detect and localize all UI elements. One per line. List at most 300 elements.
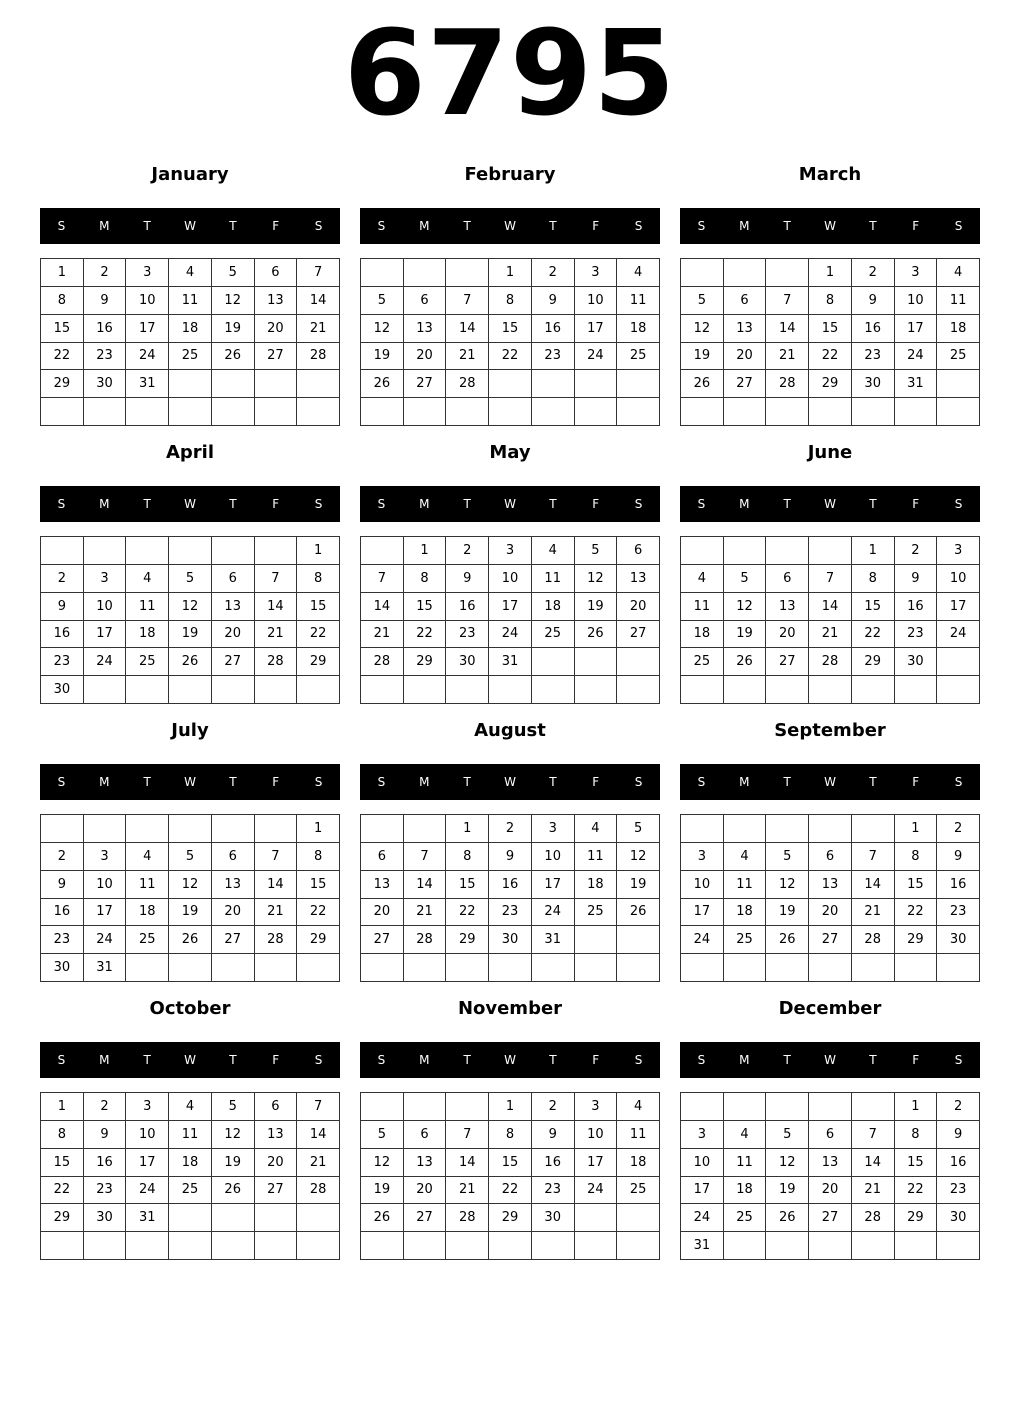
day-cell: 18 <box>575 871 618 899</box>
month-name: November <box>457 998 563 1019</box>
day-cell: 13 <box>617 565 660 593</box>
day-cell: 13 <box>766 593 809 621</box>
day-cell: 25 <box>532 621 575 649</box>
day-cell: 28 <box>809 648 852 676</box>
empty-day-cell <box>84 676 127 704</box>
empty-day-cell <box>489 398 532 426</box>
day-cell: 21 <box>361 621 404 649</box>
empty-day-cell <box>766 1093 809 1121</box>
empty-day-cell <box>41 398 84 426</box>
month-name: July <box>171 720 209 741</box>
day-cell: 3 <box>126 259 169 287</box>
day-cell: 31 <box>126 370 169 398</box>
day-cell: 27 <box>766 648 809 676</box>
empty-day-cell <box>169 398 212 426</box>
day-cell: 16 <box>852 315 895 343</box>
empty-day-cell <box>852 1093 895 1121</box>
day-cell: 14 <box>809 593 852 621</box>
weekday-label: T <box>229 1053 237 1067</box>
empty-day-cell <box>126 398 169 426</box>
day-cell: 8 <box>489 287 532 315</box>
day-cell: 17 <box>575 315 618 343</box>
empty-day-cell <box>724 676 767 704</box>
empty-day-cell <box>681 954 724 982</box>
weekday-label: T <box>463 1053 471 1067</box>
empty-day-cell <box>724 1232 767 1260</box>
empty-day-cell <box>297 676 340 704</box>
day-cell: 28 <box>255 926 298 954</box>
month-name: February <box>464 164 556 185</box>
day-cell: 24 <box>84 648 127 676</box>
weekday-label: S <box>954 775 963 789</box>
weekday-label: T <box>229 219 237 233</box>
day-cell: 18 <box>724 899 767 927</box>
weekday-label: M <box>419 497 430 511</box>
weekday-label: M <box>99 219 110 233</box>
day-cell: 29 <box>446 926 489 954</box>
day-cell: 8 <box>809 287 852 315</box>
day-cell: 25 <box>126 648 169 676</box>
weekday-header <box>360 1042 660 1078</box>
day-cell: 10 <box>489 565 532 593</box>
day-cell: 10 <box>681 1149 724 1177</box>
month-name: January <box>151 164 229 185</box>
day-cell: 27 <box>617 621 660 649</box>
day-cell: 20 <box>809 1177 852 1205</box>
weekday-header <box>40 764 340 800</box>
day-cell: 16 <box>84 315 127 343</box>
empty-day-cell <box>446 1232 489 1260</box>
day-cell: 24 <box>895 343 938 371</box>
day-cell: 22 <box>809 343 852 371</box>
day-cell: 27 <box>809 1204 852 1232</box>
day-cell: 1 <box>297 537 340 565</box>
day-cell: 6 <box>255 1093 298 1121</box>
day-cell: 28 <box>446 1204 489 1232</box>
day-cell: 18 <box>126 899 169 927</box>
weekday-label: S <box>314 219 323 233</box>
empty-day-cell <box>809 537 852 565</box>
day-cell: 12 <box>361 1149 404 1177</box>
empty-day-cell <box>297 1204 340 1232</box>
empty-day-cell <box>169 537 212 565</box>
day-cell: 12 <box>169 593 212 621</box>
day-cell: 8 <box>404 565 447 593</box>
day-cell: 12 <box>681 315 724 343</box>
weekday-label: F <box>912 1053 920 1067</box>
day-cell: 30 <box>446 648 489 676</box>
day-cell: 2 <box>937 815 980 843</box>
weekday-label: M <box>99 775 110 789</box>
day-cell: 9 <box>937 1121 980 1149</box>
day-cell: 27 <box>212 648 255 676</box>
day-cell: 2 <box>84 1093 127 1121</box>
day-cell: 30 <box>41 954 84 982</box>
day-cell: 25 <box>169 343 212 371</box>
day-cell: 9 <box>532 287 575 315</box>
day-cell: 19 <box>724 621 767 649</box>
day-cell: 19 <box>361 343 404 371</box>
day-cell: 19 <box>212 1149 255 1177</box>
day-cell: 12 <box>575 565 618 593</box>
day-cell: 17 <box>895 315 938 343</box>
day-cell: 14 <box>852 1149 895 1177</box>
day-cell: 6 <box>212 843 255 871</box>
day-grid <box>680 814 980 982</box>
day-cell: 3 <box>575 1093 618 1121</box>
empty-day-cell <box>404 1093 447 1121</box>
day-cell: 10 <box>84 871 127 899</box>
weekday-label: W <box>184 1053 196 1067</box>
weekday-label: T <box>869 1053 877 1067</box>
day-cell: 5 <box>575 537 618 565</box>
day-cell: 5 <box>617 815 660 843</box>
day-cell: 6 <box>212 565 255 593</box>
empty-day-cell <box>575 398 618 426</box>
day-cell: 2 <box>489 815 532 843</box>
day-cell: 26 <box>169 926 212 954</box>
day-cell: 20 <box>361 899 404 927</box>
day-cell: 5 <box>361 287 404 315</box>
day-cell: 18 <box>681 621 724 649</box>
weekday-header <box>360 208 660 244</box>
day-cell: 5 <box>681 287 724 315</box>
day-cell: 9 <box>84 1121 127 1149</box>
empty-day-cell <box>41 815 84 843</box>
day-cell: 11 <box>724 1149 767 1177</box>
day-cell: 3 <box>84 843 127 871</box>
day-cell: 2 <box>532 1093 575 1121</box>
day-cell: 19 <box>361 1177 404 1205</box>
day-cell: 21 <box>446 343 489 371</box>
day-cell: 24 <box>937 621 980 649</box>
day-cell: 14 <box>446 1149 489 1177</box>
empty-day-cell <box>724 537 767 565</box>
day-cell: 21 <box>766 343 809 371</box>
day-cell: 18 <box>617 1149 660 1177</box>
day-cell: 16 <box>895 593 938 621</box>
empty-day-cell <box>255 1204 298 1232</box>
weekday-label: F <box>912 219 920 233</box>
weekday-label: S <box>314 1053 323 1067</box>
day-cell: 29 <box>404 648 447 676</box>
month-march <box>680 162 980 432</box>
empty-day-cell <box>361 1232 404 1260</box>
day-cell: 13 <box>255 1121 298 1149</box>
weekday-label: S <box>377 1053 386 1067</box>
day-cell: 7 <box>255 565 298 593</box>
day-cell: 20 <box>212 621 255 649</box>
day-cell: 23 <box>937 899 980 927</box>
day-cell: 2 <box>41 843 84 871</box>
weekday-label: S <box>377 775 386 789</box>
day-cell: 26 <box>766 1204 809 1232</box>
empty-day-cell <box>766 398 809 426</box>
month-october <box>40 996 340 1266</box>
day-cell: 26 <box>169 648 212 676</box>
empty-day-cell <box>617 648 660 676</box>
day-cell: 22 <box>446 899 489 927</box>
day-cell: 23 <box>84 1177 127 1205</box>
day-cell: 8 <box>446 843 489 871</box>
empty-day-cell <box>361 676 404 704</box>
weekday-label: S <box>57 219 66 233</box>
day-cell: 7 <box>361 565 404 593</box>
day-cell: 6 <box>404 1121 447 1149</box>
day-cell: 15 <box>489 315 532 343</box>
day-cell: 7 <box>809 565 852 593</box>
day-cell: 9 <box>852 287 895 315</box>
day-cell: 4 <box>681 565 724 593</box>
day-cell: 25 <box>617 343 660 371</box>
day-cell: 24 <box>126 343 169 371</box>
empty-day-cell <box>361 1093 404 1121</box>
weekday-label: M <box>99 1053 110 1067</box>
empty-day-cell <box>489 676 532 704</box>
day-cell: 7 <box>255 843 298 871</box>
month-name: December <box>778 998 882 1019</box>
day-cell: 23 <box>41 926 84 954</box>
empty-day-cell <box>255 815 298 843</box>
empty-day-cell <box>617 370 660 398</box>
day-cell: 25 <box>937 343 980 371</box>
day-cell: 27 <box>724 370 767 398</box>
empty-day-cell <box>532 648 575 676</box>
day-cell: 28 <box>446 370 489 398</box>
day-cell: 27 <box>255 343 298 371</box>
weekday-label: T <box>783 497 791 511</box>
day-cell: 25 <box>681 648 724 676</box>
day-cell: 12 <box>766 871 809 899</box>
day-cell: 5 <box>212 259 255 287</box>
day-cell: 19 <box>169 621 212 649</box>
day-cell: 2 <box>84 259 127 287</box>
weekday-label: M <box>419 775 430 789</box>
empty-day-cell <box>895 954 938 982</box>
empty-day-cell <box>255 1232 298 1260</box>
day-cell: 4 <box>937 259 980 287</box>
day-cell: 21 <box>255 621 298 649</box>
day-cell: 15 <box>41 315 84 343</box>
day-cell: 26 <box>212 343 255 371</box>
day-cell: 21 <box>255 899 298 927</box>
weekday-label: S <box>377 219 386 233</box>
weekday-label: F <box>272 775 280 789</box>
day-grid <box>40 536 340 704</box>
day-cell: 16 <box>41 621 84 649</box>
day-cell: 17 <box>84 621 127 649</box>
day-cell: 28 <box>255 648 298 676</box>
day-cell: 29 <box>489 1204 532 1232</box>
month-name: August <box>474 720 546 741</box>
day-cell: 7 <box>852 843 895 871</box>
empty-day-cell <box>617 676 660 704</box>
day-cell: 22 <box>297 899 340 927</box>
day-cell: 10 <box>895 287 938 315</box>
empty-day-cell <box>724 815 767 843</box>
empty-day-cell <box>126 954 169 982</box>
day-grid <box>360 536 660 704</box>
day-cell: 16 <box>532 315 575 343</box>
day-cell: 20 <box>809 899 852 927</box>
empty-day-cell <box>809 676 852 704</box>
day-cell: 21 <box>404 899 447 927</box>
day-cell: 7 <box>446 1121 489 1149</box>
weekday-header <box>360 764 660 800</box>
day-cell: 27 <box>255 1177 298 1205</box>
day-cell: 13 <box>809 871 852 899</box>
day-cell: 19 <box>617 871 660 899</box>
empty-day-cell <box>489 1232 532 1260</box>
day-cell: 4 <box>532 537 575 565</box>
day-cell: 30 <box>41 676 84 704</box>
day-cell: 1 <box>895 1093 938 1121</box>
weekday-label: S <box>314 497 323 511</box>
day-cell: 15 <box>895 1149 938 1177</box>
weekday-label: F <box>592 219 600 233</box>
empty-day-cell <box>681 676 724 704</box>
day-grid <box>360 258 660 426</box>
empty-day-cell <box>575 648 618 676</box>
empty-day-cell <box>766 537 809 565</box>
empty-day-cell <box>937 398 980 426</box>
day-cell: 3 <box>937 537 980 565</box>
empty-day-cell <box>41 1232 84 1260</box>
day-cell: 23 <box>532 1177 575 1205</box>
day-cell: 11 <box>681 593 724 621</box>
empty-day-cell <box>297 954 340 982</box>
day-cell: 7 <box>404 843 447 871</box>
day-cell: 11 <box>617 287 660 315</box>
day-cell: 27 <box>404 1204 447 1232</box>
weekday-label: T <box>549 497 557 511</box>
day-cell: 7 <box>852 1121 895 1149</box>
empty-day-cell <box>169 1232 212 1260</box>
day-cell: 26 <box>361 370 404 398</box>
day-cell: 20 <box>212 899 255 927</box>
day-cell: 17 <box>126 1149 169 1177</box>
empty-day-cell <box>766 1232 809 1260</box>
day-cell: 21 <box>809 621 852 649</box>
empty-day-cell <box>255 954 298 982</box>
day-cell: 10 <box>575 1121 618 1149</box>
day-cell: 1 <box>809 259 852 287</box>
day-cell: 17 <box>937 593 980 621</box>
empty-day-cell <box>681 815 724 843</box>
day-cell: 5 <box>724 565 767 593</box>
empty-day-cell <box>84 398 127 426</box>
day-cell: 16 <box>84 1149 127 1177</box>
weekday-label: W <box>504 775 516 789</box>
day-cell: 23 <box>852 343 895 371</box>
empty-day-cell <box>766 815 809 843</box>
day-cell: 23 <box>84 343 127 371</box>
day-cell: 25 <box>724 926 767 954</box>
day-cell: 31 <box>681 1232 724 1260</box>
empty-day-cell <box>255 676 298 704</box>
empty-day-cell <box>212 815 255 843</box>
weekday-label: T <box>143 219 151 233</box>
empty-day-cell <box>575 370 618 398</box>
empty-day-cell <box>126 815 169 843</box>
day-cell: 7 <box>446 287 489 315</box>
day-cell: 13 <box>255 287 298 315</box>
day-cell: 9 <box>84 287 127 315</box>
day-cell: 22 <box>489 343 532 371</box>
weekday-label: T <box>869 219 877 233</box>
weekday-header <box>680 1042 980 1078</box>
day-cell: 9 <box>532 1121 575 1149</box>
weekday-label: T <box>143 1053 151 1067</box>
day-cell: 15 <box>297 593 340 621</box>
weekday-label: S <box>697 1053 706 1067</box>
day-cell: 3 <box>681 1121 724 1149</box>
day-cell: 23 <box>937 1177 980 1205</box>
empty-day-cell <box>297 1232 340 1260</box>
day-cell: 20 <box>724 343 767 371</box>
empty-day-cell <box>575 1232 618 1260</box>
day-cell: 4 <box>617 1093 660 1121</box>
day-cell: 17 <box>126 315 169 343</box>
empty-day-cell <box>617 398 660 426</box>
month-august <box>360 718 660 988</box>
weekday-label: S <box>697 775 706 789</box>
weekday-label: T <box>783 775 791 789</box>
day-cell: 1 <box>41 1093 84 1121</box>
weekday-header <box>680 764 980 800</box>
day-cell: 11 <box>126 593 169 621</box>
weekday-label: T <box>869 775 877 789</box>
day-cell: 6 <box>766 565 809 593</box>
day-cell: 4 <box>169 259 212 287</box>
weekday-label: T <box>783 219 791 233</box>
day-cell: 15 <box>895 871 938 899</box>
day-cell: 2 <box>895 537 938 565</box>
weekday-label: T <box>463 219 471 233</box>
year-title: 6795 <box>343 4 677 142</box>
day-cell: 6 <box>361 843 404 871</box>
day-cell: 1 <box>489 1093 532 1121</box>
day-cell: 28 <box>766 370 809 398</box>
day-cell: 5 <box>361 1121 404 1149</box>
day-cell: 29 <box>41 370 84 398</box>
day-cell: 6 <box>809 843 852 871</box>
weekday-label: S <box>954 497 963 511</box>
weekday-label: S <box>314 775 323 789</box>
day-cell: 28 <box>852 1204 895 1232</box>
empty-day-cell <box>895 398 938 426</box>
weekday-label: W <box>504 497 516 511</box>
day-cell: 28 <box>852 926 895 954</box>
empty-day-cell <box>766 954 809 982</box>
day-cell: 18 <box>169 315 212 343</box>
day-cell: 23 <box>895 621 938 649</box>
day-cell: 19 <box>681 343 724 371</box>
day-cell: 20 <box>404 343 447 371</box>
day-cell: 12 <box>724 593 767 621</box>
day-cell: 31 <box>126 1204 169 1232</box>
day-cell: 22 <box>297 621 340 649</box>
day-cell: 18 <box>532 593 575 621</box>
month-february <box>360 162 660 432</box>
day-cell: 18 <box>937 315 980 343</box>
weekday-header <box>680 208 980 244</box>
weekday-label: T <box>143 775 151 789</box>
day-cell: 10 <box>681 871 724 899</box>
day-cell: 9 <box>446 565 489 593</box>
day-cell: 8 <box>297 843 340 871</box>
empty-day-cell <box>809 398 852 426</box>
